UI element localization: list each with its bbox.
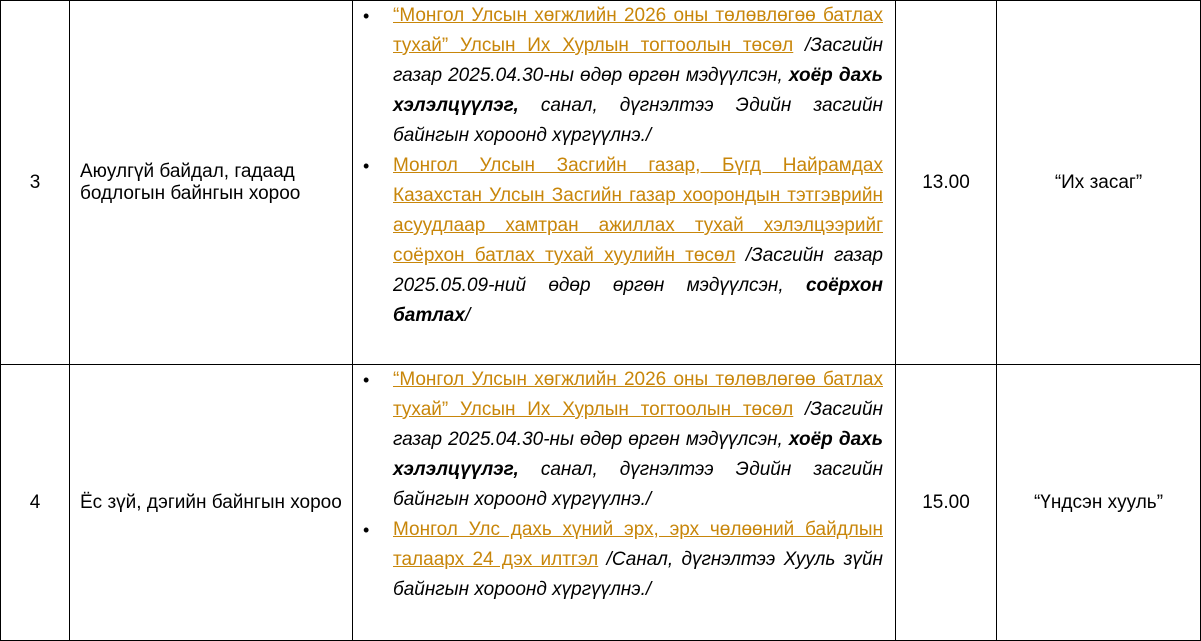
note-text: санал, дүгнэлтээ Эдийн засгийн байнгын хороонд хүргүүлнэ./ [393,459,883,510]
committee-name: Аюулгүй байдал, гадаад бодлогын байнгын хороо [70,1,353,365]
note-text: /Засгийн газар 2025.04.30-ны өдөр өргөн мэдүүлсэн, [393,35,883,86]
note-text: / [464,305,471,326]
document-link[interactable]: Монгол Улсын Засгийн газар, Бүгд Найрамдах Казахстан Улсын Засгийн газар хоорондын тэтгэврийн асуудлаар хамтран ажиллах тухай хэлэлцээрийг соёрхон батлах тухай хуулийн төсөл [393,155,883,266]
note-text: /Засгийн газар 2025.05.09-ний өдөр өргөн мэдүүлсэн, [393,245,883,296]
list-item [353,515,895,605]
agenda-items-cell [353,365,896,641]
list-item [353,1,895,151]
list-item [353,365,895,515]
note-emphasis: соёрхон батлах [393,275,883,326]
agenda-item-list [353,365,895,605]
note-emphasis: хоёр дахь хэлэлцүүлэг, [393,65,883,116]
table-row [1,1,1201,365]
list-item [353,151,895,331]
document-link[interactable]: “Монгол Улсын хөгжлийн 2026 оны төлөвлөгөө батлах тухай” Улсын Их Хурлын тогтоолын төсөл [393,369,883,420]
note-emphasis: хоёр дахь хэлэлцүүлэг, [393,429,883,480]
row-number: 3 [1,1,70,365]
row-number: 4 [1,365,70,641]
note-text: /Засгийн газар 2025.04.30-ны өдөр өргөн мэдүүлсэн, [393,399,883,450]
table-row [1,365,1201,641]
agenda-item-list [353,1,895,331]
meeting-room: “Үндсэн хууль” [997,365,1201,641]
meeting-time: 13.00 [896,1,997,365]
document-link[interactable]: Монгол Улс дахь хүний эрх, эрх чөлөөний байдлын талаарх 24 дэх илтгэл [393,519,883,570]
document-link[interactable]: “Монгол Улсын хөгжлийн 2026 оны төлөвлөгөө батлах тухай” Улсын Их Хурлын тогтоолын төсөл [393,5,883,56]
agenda-items-cell [353,1,896,365]
meeting-room: “Их засаг” [997,1,1201,365]
meeting-time: 15.00 [896,365,997,641]
note-text: санал, дүгнэлтээ Эдийн засгийн байнгын хороонд хүргүүлнэ./ [393,95,883,146]
committee-name: Ёс зүй, дэгийн байнгын хороо [70,365,353,641]
note-text: /Санал, дүгнэлтээ Хууль зүйн байнгын хороонд хүргүүлнэ./ [393,549,883,600]
